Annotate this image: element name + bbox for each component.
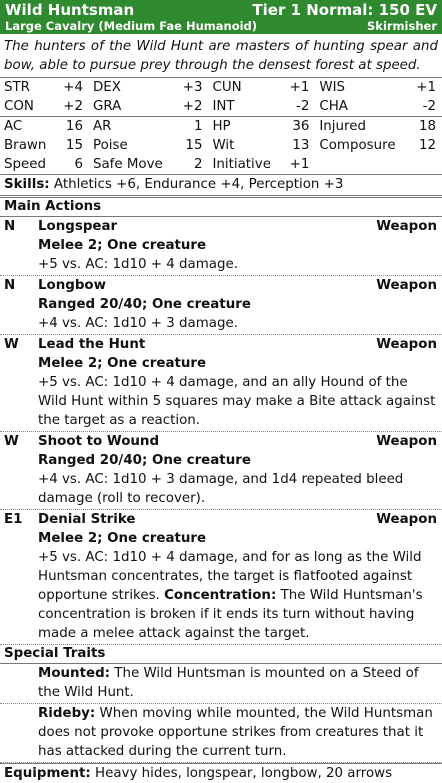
stat-value: +2 <box>182 99 203 114</box>
action-entry <box>0 510 442 645</box>
header <box>0 0 442 34</box>
action-name: Denial Strike <box>38 512 136 527</box>
trait-name: Mounted: <box>38 666 111 681</box>
action-body <box>38 335 442 430</box>
action-range: Ranged 20/40; One creature <box>38 453 251 468</box>
action-key: W <box>4 434 19 449</box>
special-traits-list <box>0 664 442 763</box>
action-header <box>38 276 437 295</box>
trait-text: When moving while mounted, the Wild Huntsman does not provoke opportune strikes from creatures that it has attacked during the current turn. <box>38 706 433 759</box>
creature-role: Skirmisher <box>367 19 437 33</box>
creature-name: Wild Huntsman <box>5 1 135 19</box>
stats-row <box>0 155 442 174</box>
action-key: E1 <box>4 512 23 527</box>
action-header <box>38 217 437 236</box>
skills-line <box>0 174 442 198</box>
action-body <box>38 276 442 333</box>
action-name: Lead the Hunt <box>38 337 146 352</box>
stat-label: Injured <box>315 117 409 137</box>
stat-value: 16 <box>56 117 89 137</box>
action-text-block <box>38 373 437 430</box>
stat-label: GRA <box>92 99 122 114</box>
stats-row <box>0 136 442 155</box>
stat-value: +4 <box>63 80 83 95</box>
action-range: Ranged 20/40; One creature <box>38 297 251 312</box>
action-range: Melee 2; One creature <box>38 238 207 253</box>
action-body <box>38 432 442 508</box>
action-key: N <box>4 219 16 234</box>
stat-label: WIS <box>319 80 346 95</box>
stat-value: 12 <box>418 138 436 153</box>
stats-row <box>0 117 442 137</box>
stat-label: Composure <box>319 138 396 153</box>
action-entry <box>0 217 442 276</box>
action-tag: Weapon <box>376 337 437 352</box>
action-entry <box>0 335 442 432</box>
stat-label: Initiative <box>212 157 271 172</box>
stat-label: Poise <box>92 138 128 153</box>
skills-label: Skills: <box>4 177 50 192</box>
stat-label: Wit <box>212 138 235 153</box>
action-entry <box>0 432 442 510</box>
stat-value: 1 <box>175 117 208 137</box>
action-text: +5 vs. AC: 1d10 + 4 damage, and for as long as the Wild Huntsman concentrates, the target is flatfooted against opportune strikes. <box>38 550 422 603</box>
action-extra-label: Concentration: <box>164 588 277 603</box>
main-actions-list <box>0 217 442 645</box>
trait-name: Rideby: <box>38 706 96 721</box>
stat-value: -2 <box>422 99 436 114</box>
action-name: Shoot to Wound <box>38 434 160 449</box>
stat-label: AR <box>89 117 175 137</box>
tier-label: Tier 1 Normal: 150 EV <box>252 1 437 19</box>
action-text: +4 vs. AC: 1d10 + 3 damage, and 1d4 repeated bleed damage (roll to recover). <box>38 472 404 506</box>
stat-label: HP <box>208 117 282 137</box>
action-text: +5 vs. AC: 1d10 + 4 damage, and an ally Hound of the Wild Hunt within 5 squares may make a Bite attack against the target as a reaction. <box>38 375 436 428</box>
main-actions-heading: Main Actions <box>0 198 442 217</box>
action-tag: Weapon <box>376 219 437 234</box>
skills-text: Athletics +6, Endurance +4, Perception +3 <box>53 177 344 192</box>
action-header <box>38 432 437 451</box>
stat-value: 2 <box>193 157 203 172</box>
action-extra-text: The Wild Huntsman's concentration is broken if it ends its turn without having made a melee attack against the target. <box>38 588 423 641</box>
stat-label: DEX <box>92 80 121 95</box>
action-key: W <box>4 337 19 352</box>
stat-value: 36 <box>282 117 315 137</box>
stats-row <box>0 97 442 117</box>
equipment-label: Equipment: <box>4 766 91 781</box>
action-body <box>38 510 442 643</box>
action-entry <box>0 276 442 335</box>
stat-label: CHA <box>319 99 348 114</box>
stat-value: +1 <box>289 80 310 95</box>
action-text-block <box>38 470 437 508</box>
stat-label: AC <box>0 117 56 137</box>
stat-label: Brawn <box>4 138 47 153</box>
special-traits-heading: Special Traits <box>0 645 442 664</box>
description: The hunters of the Wild Hunt are masters of hunting spear and bow, able to pursue prey through the densest forest at speed. <box>0 34 442 78</box>
action-tag: Weapon <box>376 512 437 527</box>
action-tag: Weapon <box>376 278 437 293</box>
stat-value: +2 <box>63 99 83 114</box>
trait-text: The Wild Huntsman is mounted on a Steed of the Wild Hunt. <box>38 666 419 700</box>
stat-label: CON <box>4 99 34 114</box>
action-tag: Weapon <box>376 434 437 449</box>
stat-value: +3 <box>182 80 203 95</box>
action-name: Longspear <box>38 219 118 234</box>
action-key: N <box>4 278 16 293</box>
stat-value: -2 <box>296 99 310 114</box>
stat-value: 13 <box>292 138 310 153</box>
stat-value: 6 <box>74 157 83 172</box>
stat-value: 15 <box>185 138 203 153</box>
action-text: +4 vs. AC: 1d10 + 3 damage. <box>38 316 238 331</box>
trait-entry <box>0 704 442 763</box>
stat-label: INT <box>212 99 235 114</box>
stat-value: +1 <box>289 157 310 172</box>
action-text: +5 vs. AC: 1d10 + 4 damage. <box>38 257 238 272</box>
action-name: Longbow <box>38 278 107 293</box>
stats-table <box>0 78 442 174</box>
stat-label: Safe Move <box>92 157 163 172</box>
action-text-block <box>38 255 437 274</box>
action-range: Melee 2; One creature <box>38 531 207 546</box>
stat-label <box>315 155 409 174</box>
stats-row <box>0 78 442 97</box>
stat-label: Speed <box>4 157 46 172</box>
action-body <box>38 217 442 274</box>
stat-value <box>409 155 442 174</box>
stat-label: CUN <box>212 80 242 95</box>
action-text-block <box>38 548 437 643</box>
equipment-line <box>0 763 442 783</box>
stat-value: 18 <box>409 117 442 137</box>
stat-value: 15 <box>65 138 83 153</box>
action-range: Melee 2; One creature <box>38 356 207 371</box>
action-header <box>38 335 437 354</box>
trait-entry <box>0 664 442 704</box>
action-header <box>38 510 437 529</box>
equipment-text: Heavy hides, longspear, longbow, 20 arrows <box>95 766 393 781</box>
creature-type: Large Cavalry (Medium Fae Humanoid) <box>5 19 258 33</box>
stat-label: STR <box>4 80 30 95</box>
stat-value: +1 <box>416 80 436 95</box>
action-text-block <box>38 314 437 333</box>
